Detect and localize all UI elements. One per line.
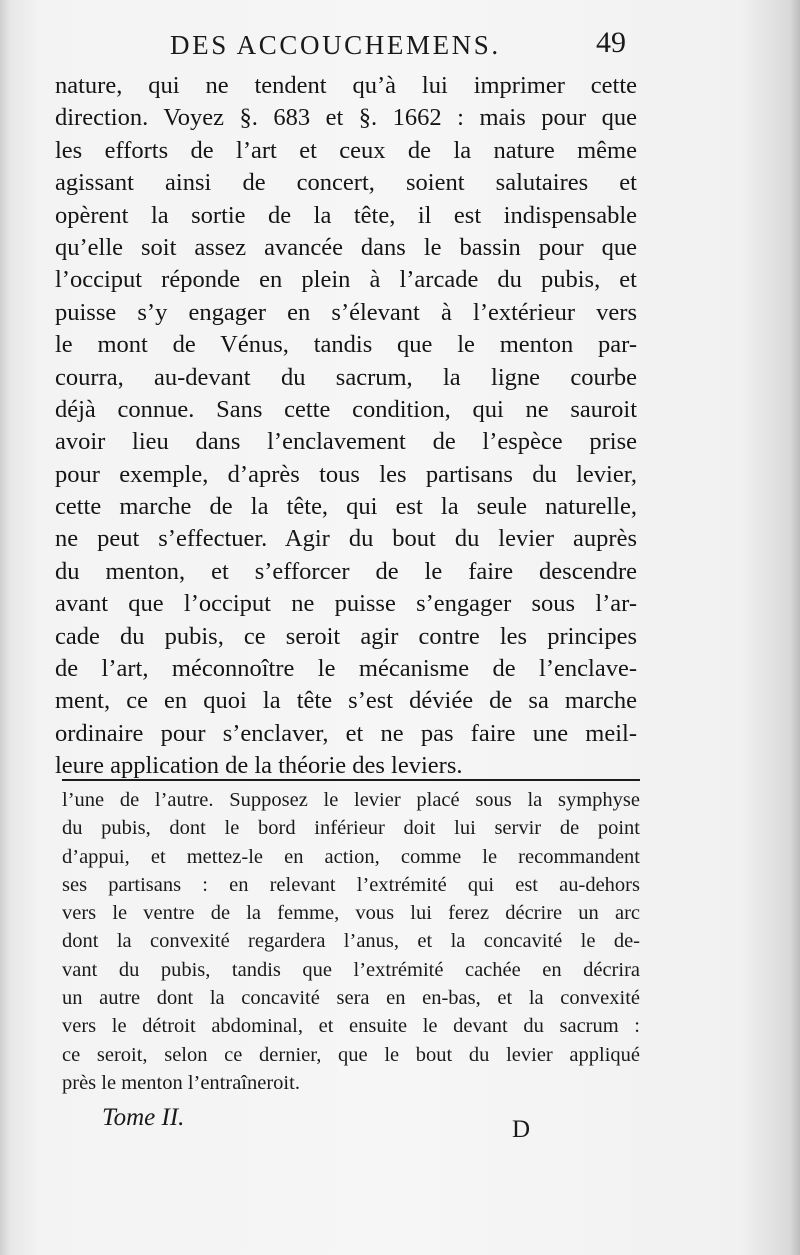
signature-mark: D	[512, 1116, 531, 1143]
footnote-line: vers le ventre de la femme, vous lui ferez décrire un arc	[62, 902, 640, 925]
text-line: de l’art, méconnoître le mécanisme de l’enclave-	[55, 655, 637, 683]
footnote-line: l’une de l’autre. Supposez le levier placé sous la symphyse	[62, 789, 640, 811]
footnote-line: vers le détroit abdominal, et ensuite le devant du sacrum :	[62, 1015, 640, 1038]
text-line: qu’elle soit assez avancée dans le bassin pour que	[55, 233, 637, 261]
text-line: du menton, et s’efforcer de le faire descendre	[55, 557, 637, 585]
text-line: puisse s’y engager en s’élevant à l’extérieur vers	[55, 298, 637, 326]
footnote-line: d’appui, et mettez-le en action, comme le recommandent	[62, 845, 640, 868]
text-line: avoir lieu dans l’enclavement de l’espèce prise	[55, 428, 637, 456]
footnote-line: vant du pubis, tandis que l’extrémité cachée en décrira	[62, 958, 640, 981]
text-line: nature, qui ne tendent qu’à lui imprimer cette	[55, 72, 637, 99]
page-number: 49	[596, 26, 626, 59]
text-line: cette marche de la tête, qui est la seule naturelle,	[55, 493, 637, 521]
footnote-line: du pubis, dont le bord inférieur doit lui servir de point	[62, 817, 640, 840]
main-paragraph	[55, 70, 637, 783]
running-title: DES ACCOUCHEMENS.	[170, 30, 501, 60]
text-line: leure application de la théorie des leviers.	[55, 752, 463, 780]
text-line: les efforts de l’art et ceux de la nature même	[55, 136, 637, 164]
footnote-block	[62, 786, 640, 1097]
text-line: ne peut s’effectuer. Agir du bout du levier auprès	[55, 525, 637, 553]
page-header	[170, 26, 630, 66]
text-line: cade du pubis, ce seroit agir contre les principes	[55, 622, 637, 650]
text-line: déjà connue. Sans cette condition, qui ne sauroit	[55, 395, 637, 423]
text-line: pour exemple, d’après tous les partisans du levier,	[55, 460, 637, 488]
text-line: ordinaire pour s’enclaver, et ne pas faire une meil-	[55, 719, 637, 747]
text-line: l’occiput réponde en plein à l’arcade du pubis, et	[55, 266, 637, 294]
footnote-line: près le menton l’entraîneroit.	[62, 1071, 300, 1094]
footnote-line: dont la convexité regardera l’anus, et la concavité le de-	[62, 930, 640, 953]
footnote-line: un autre dont la concavité sera en en-bas, et la convexité	[62, 987, 640, 1010]
footnote-line: ses partisans : en relevant l’extrémité qui est au-dehors	[62, 873, 640, 896]
text-line: direction. Voyez §. 683 et §. 1662 : mais pour que	[55, 104, 637, 132]
text-line: courra, au-devant du sacrum, la ligne courbe	[55, 363, 637, 391]
footnote-divider	[62, 779, 640, 781]
text-line: avant que l’occiput ne puisse s’engager sous l’ar-	[55, 590, 637, 618]
text-line: le mont de Vénus, tandis que le menton par-	[55, 331, 637, 359]
text-line: ment, ce en quoi la tête s’est déviée de sa marche	[55, 687, 637, 715]
text-line: opèrent la sortie de la tête, il est indispensable	[55, 201, 637, 229]
volume-label: Tome II.	[102, 1104, 185, 1131]
footnote-line: ce seroit, selon ce dernier, que le bout du levier appliqué	[62, 1043, 640, 1066]
text-line: agissant ainsi de concert, soient salutaires et	[55, 169, 637, 197]
